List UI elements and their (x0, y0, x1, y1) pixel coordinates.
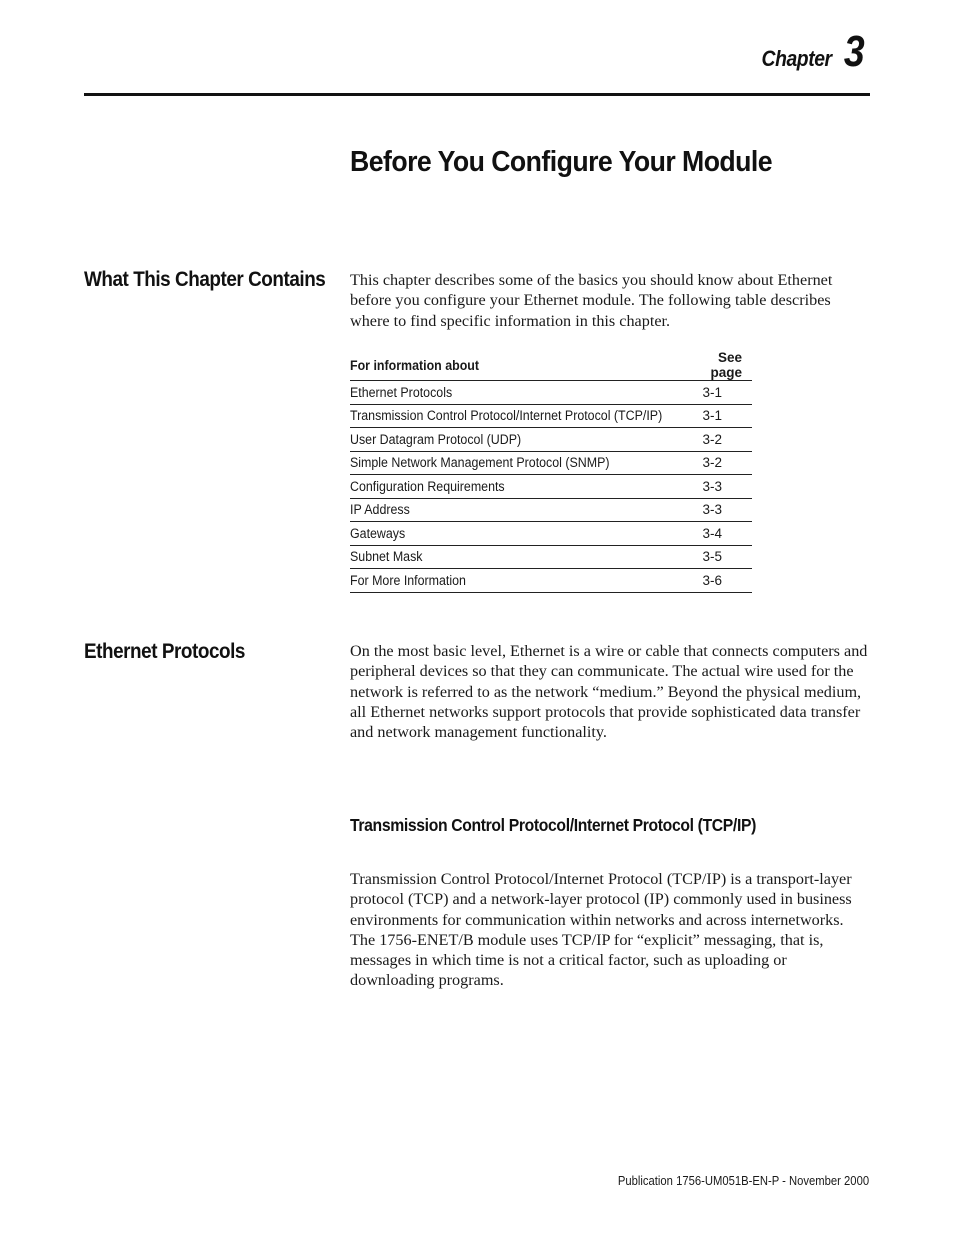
table-cell-page: 3-3 (689, 498, 752, 522)
table-header-row (350, 350, 752, 381)
table-cell-page: 3-2 (689, 451, 752, 475)
subsection-heading-tcpip: Transmission Control Protocol/Internet Protocol (TCP/IP) (350, 815, 756, 835)
table-row (350, 545, 752, 569)
table-cell-page: 3-5 (689, 545, 752, 569)
table-cell-topic: Transmission Control Protocol/Internet Protocol (TCP/IP) (350, 404, 689, 428)
table-row (350, 498, 752, 522)
table-row (350, 381, 752, 405)
table-cell-topic: Subnet Mask (350, 545, 689, 569)
section-heading-what-this-chapter-contains: What This Chapter Contains (84, 268, 326, 291)
publication-footer: Publication 1756-UM051B-EN-P - November 2000 (617, 1174, 869, 1188)
table-cell-page: 3-2 (689, 428, 752, 452)
table-cell-topic: For More Information (350, 569, 689, 593)
section-heading-ethernet-protocols: Ethernet Protocols (84, 640, 245, 663)
subsection-body-tcpip: Transmission Control Protocol/Internet Protocol (TCP/IP) is a transport-layer protocol (TCP) and a network-layer protocol (IP) commonly used in business environments for communication within networks and across internetworks. The 1756-ENET/B module uses TCP/IP for “explicit” messaging, that is, messages in which time is not a critical factor, such as uploading or downloading programs. (350, 870, 852, 990)
table-header-page: See page (689, 350, 752, 381)
chapter-contents-table (350, 350, 752, 593)
table-row (350, 569, 752, 593)
table-cell-topic: Gateways (350, 522, 689, 546)
chapter-header (752, 27, 866, 76)
table-cell-page: 3-1 (689, 404, 752, 428)
section-body-what-this-chapter-contains: This chapter describes some of the basics you should know about Ethernet before you configure your Ethernet module. The following table describes where to find specific information in this chapter. (350, 271, 833, 330)
section-body-ethernet-protocols: On the most basic level, Ethernet is a wire or cable that connects computers and peripheral devices so that they can communicate. The actual wire used for the network is referred to as the network “medium.” Beyond the physical medium, all Ethernet networks support protocols that provide sophisticated data transfer and network management functionality. (350, 642, 868, 742)
table-row (350, 475, 752, 499)
table-cell-page: 3-3 (689, 475, 752, 499)
table-cell-page: 3-6 (689, 569, 752, 593)
table-cell-page: 3-1 (689, 381, 752, 405)
table-row (350, 451, 752, 475)
table-header-topic: For information about (350, 350, 689, 381)
table-cell-topic: Simple Network Management Protocol (SNMP) (350, 451, 689, 475)
chapter-number: 3 (843, 27, 865, 76)
table-cell-topic: IP Address (350, 498, 689, 522)
chapter-label: Chapter (761, 46, 832, 71)
table-cell-page: 3-4 (689, 522, 752, 546)
chapter-divider (84, 93, 870, 96)
table-cell-topic: User Datagram Protocol (UDP) (350, 428, 689, 452)
table-row (350, 428, 752, 452)
table-row (350, 404, 752, 428)
table-cell-topic: Configuration Requirements (350, 475, 689, 499)
table-row (350, 522, 752, 546)
table-cell-topic: Ethernet Protocols (350, 381, 689, 405)
page-title: Before You Configure Your Module (350, 146, 773, 178)
